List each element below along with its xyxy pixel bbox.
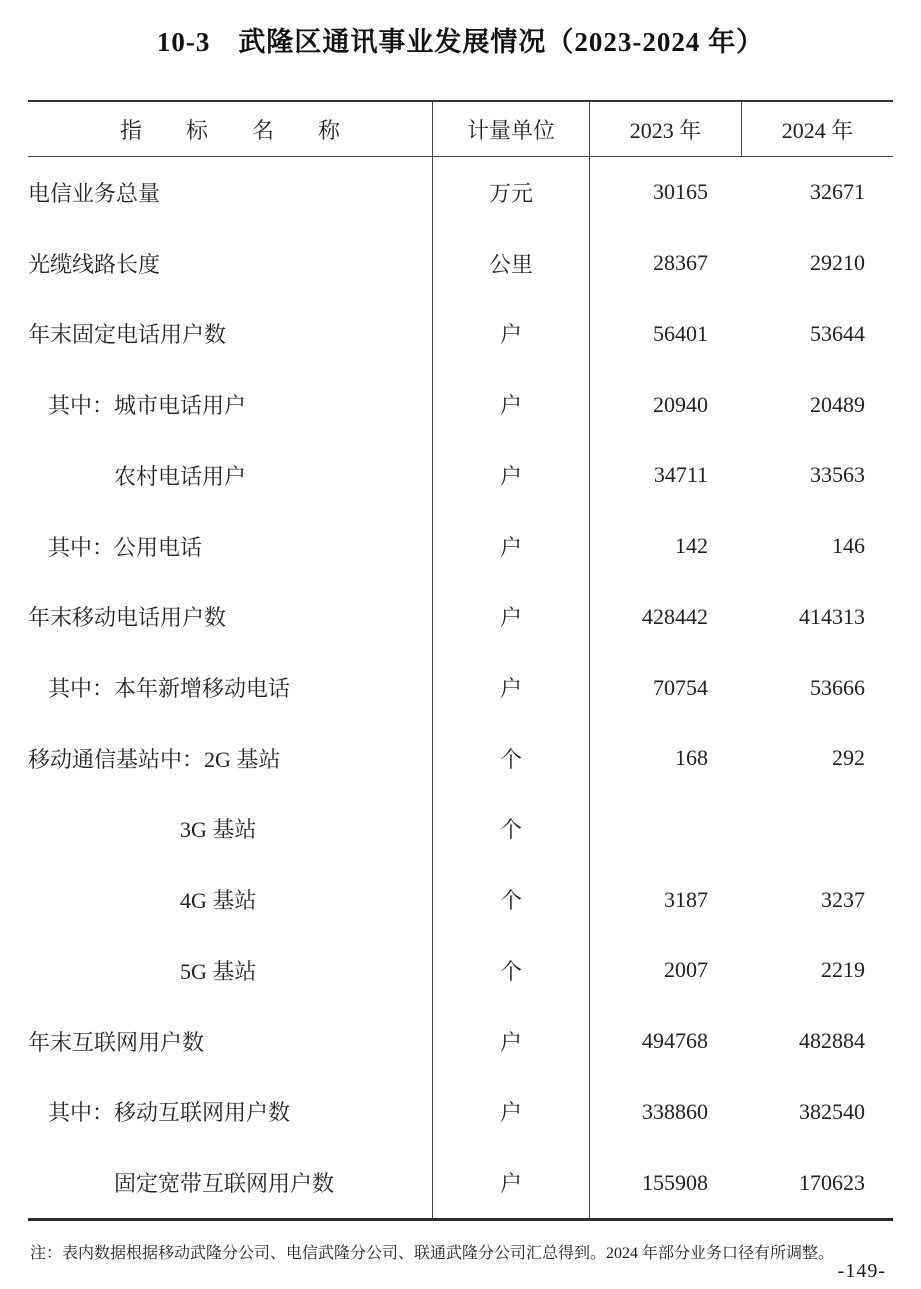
value-2024-cell: 2219 (821, 957, 865, 983)
indicator-name-cell: 5G 基站 (28, 935, 433, 1006)
header-unit: 计量单位 (433, 102, 590, 156)
value-2023-cell: 2007 (664, 957, 708, 983)
unit-cell: 户 (433, 1077, 590, 1148)
value-2023-cell: 155908 (642, 1169, 708, 1195)
value-2023-cell: 34711 (653, 462, 708, 488)
value-2024-cell (742, 794, 893, 865)
table-row (28, 1077, 893, 1148)
header-indicator-name: 指 标 名 称 (28, 102, 433, 156)
value-2023-cell: 494768 (642, 1028, 708, 1054)
value-2024-cell: 414313 (799, 603, 865, 629)
value-2024-cell: 3237 (821, 886, 865, 912)
table-header-row (28, 102, 893, 157)
statistics-table (28, 100, 893, 1221)
value-2024-cell: 32671 (810, 179, 865, 205)
value-2024-cell: 482884 (799, 1028, 865, 1054)
unit-cell: 户 (433, 581, 590, 652)
table-row (28, 298, 893, 369)
unit-cell: 个 (433, 864, 590, 935)
table-row (28, 440, 893, 511)
indicator-name-cell: 4G 基站 (28, 864, 433, 935)
unit-cell: 个 (433, 723, 590, 794)
unit-cell: 万元 (433, 157, 590, 228)
value-2023-cell: 56401 (653, 320, 708, 346)
value-2023-cell: 28367 (653, 250, 708, 276)
table-row (28, 864, 893, 935)
indicator-name-cell: 年末互联网用户数 (28, 1006, 433, 1077)
indicator-name-cell: 农村电话用户 (28, 440, 433, 511)
table-row (28, 794, 893, 865)
table-row (28, 157, 893, 228)
value-2024-cell: 170623 (799, 1169, 865, 1195)
indicator-name-cell: 移动通信基站中：2G 基站 (28, 723, 433, 794)
indicator-name-cell: 3G 基站 (28, 794, 433, 865)
unit-cell: 户 (433, 369, 590, 440)
value-2023-cell (590, 794, 742, 865)
value-2023-cell: 30165 (653, 179, 708, 205)
value-2024-cell: 20489 (810, 391, 865, 417)
table-row (28, 228, 893, 299)
unit-cell: 户 (433, 440, 590, 511)
table-row (28, 723, 893, 794)
value-2023-cell: 70754 (653, 674, 708, 700)
indicator-name-cell: 年末固定电话用户数 (28, 298, 433, 369)
value-2023-cell: 20940 (653, 391, 708, 417)
unit-cell: 户 (433, 511, 590, 582)
table-row (28, 1147, 893, 1218)
value-2024-cell: 146 (832, 533, 865, 559)
value-2024-cell: 53644 (810, 320, 865, 346)
value-2023-cell: 3187 (664, 886, 708, 912)
unit-cell: 户 (433, 652, 590, 723)
unit-cell: 个 (433, 794, 590, 865)
value-2023-cell: 428442 (642, 603, 708, 629)
value-2023-cell: 168 (675, 745, 708, 771)
unit-cell: 户 (433, 298, 590, 369)
table-note: 注：表内数据根据移动武隆分公司、电信武隆分公司、联通武隆分公司汇总得到。2024 年部分业务口径有所调整。 (30, 1245, 835, 1262)
table-row (28, 1006, 893, 1077)
indicator-name-cell: 固定宽带互联网用户数 (28, 1147, 433, 1218)
unit-cell: 户 (433, 1147, 590, 1218)
unit-cell: 个 (433, 935, 590, 1006)
table-row (28, 369, 893, 440)
value-2024-cell: 53666 (810, 674, 865, 700)
value-2024-cell: 29210 (810, 250, 865, 276)
header-year-2024: 2024 年 (781, 117, 854, 143)
indicator-name-cell: 光缆线路长度 (28, 228, 433, 299)
value-2023-cell: 142 (675, 533, 708, 559)
table-row (28, 652, 893, 723)
indicator-name-cell: 其中：城市电话用户 (28, 369, 433, 440)
value-2024-cell: 292 (832, 745, 865, 771)
indicator-name-cell: 其中：本年新增移动电话 (28, 652, 433, 723)
page-title: 10-3 武隆区通讯事业发展情况（2023-2024 年） (156, 27, 765, 57)
unit-cell: 户 (433, 1006, 590, 1077)
value-2024-cell: 382540 (799, 1098, 865, 1124)
table-row (28, 581, 893, 652)
header-year-2023: 2023 年 (590, 102, 742, 156)
indicator-name-cell: 其中：公用电话 (28, 511, 433, 582)
indicator-name-cell: 年末移动电话用户数 (28, 581, 433, 652)
value-2024-cell: 33563 (810, 462, 865, 488)
value-2023-cell: 338860 (642, 1098, 708, 1124)
indicator-name-cell: 其中：移动互联网用户数 (28, 1077, 433, 1148)
table-row (28, 935, 893, 1006)
page-number: -149- (837, 1260, 886, 1282)
table-row (28, 511, 893, 582)
unit-cell: 公里 (433, 228, 590, 299)
table-body (28, 157, 893, 1218)
indicator-name-cell: 电信业务总量 (28, 157, 433, 228)
